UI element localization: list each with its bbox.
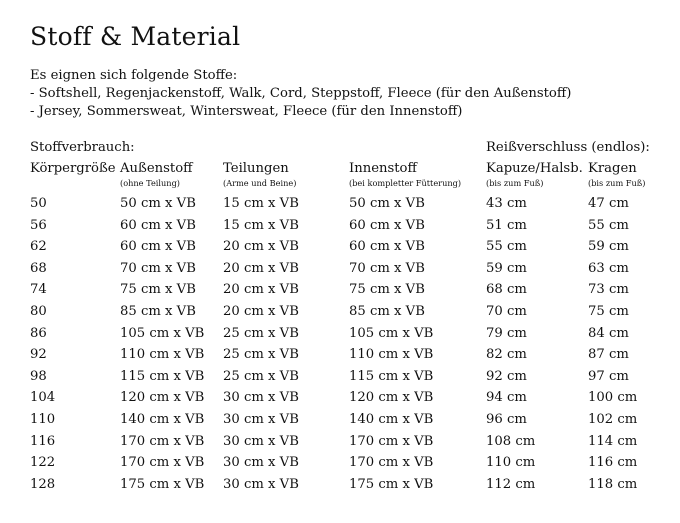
cell-collar-zipper: 87 cm <box>588 347 629 363</box>
intro-line: - Jersey, Sommersweat, Wintersweat, Fleece (für den Innenstoff) <box>30 104 463 119</box>
cell-hood-zipper: 59 cm <box>486 260 527 276</box>
table-body <box>0 193 680 495</box>
cell-inner-fabric: 60 cm x VB <box>349 239 425 255</box>
table-row <box>0 279 680 301</box>
cell-divisions: 30 cm x VB <box>223 476 299 492</box>
cell-outer-fabric: 170 cm x VB <box>120 455 205 471</box>
cell-collar-zipper: 116 cm <box>588 455 638 471</box>
column-subheader-inner-fabric: (bei kompletter Fütterung) <box>349 178 462 188</box>
column-header-outer-fabric: Außenstoff <box>120 161 193 176</box>
cell-size: 86 <box>30 325 47 341</box>
column-header-size: Körpergröße <box>30 161 116 176</box>
cell-size: 122 <box>30 455 56 471</box>
cell-size: 116 <box>30 433 56 449</box>
cell-divisions: 30 cm x VB <box>223 390 299 406</box>
cell-size: 80 <box>30 303 47 319</box>
cell-hood-zipper: 92 cm <box>486 368 527 384</box>
cell-inner-fabric: 50 cm x VB <box>349 196 425 211</box>
cell-divisions: 15 cm x VB <box>223 196 299 211</box>
cell-inner-fabric: 75 cm x VB <box>349 282 425 298</box>
cell-hood-zipper: 79 cm <box>486 325 527 341</box>
cell-outer-fabric: 170 cm x VB <box>120 433 205 449</box>
table-row <box>0 301 680 323</box>
cell-collar-zipper: 84 cm <box>588 325 629 341</box>
cell-divisions: 20 cm x VB <box>223 282 299 298</box>
cell-hood-zipper: 68 cm <box>486 282 527 298</box>
cell-hood-zipper: 96 cm <box>486 411 527 427</box>
cell-hood-zipper: 51 cm <box>486 217 527 233</box>
cell-inner-fabric: 115 cm x VB <box>349 368 434 384</box>
intro-text <box>30 67 571 121</box>
column-header-collar-zipper: Kragen <box>588 161 637 176</box>
cell-outer-fabric: 110 cm x VB <box>120 347 205 363</box>
table-row <box>0 344 680 366</box>
cell-collar-zipper: 100 cm <box>588 390 638 406</box>
cell-outer-fabric: 50 cm x VB <box>120 196 196 211</box>
column-subheader-hood-zipper: (bis zum Fuß) <box>486 178 544 188</box>
cell-outer-fabric: 175 cm x VB <box>120 476 205 492</box>
cell-divisions: 15 cm x VB <box>223 217 299 233</box>
table-row <box>0 236 680 258</box>
cell-hood-zipper: 94 cm <box>486 390 527 406</box>
cell-outer-fabric: 120 cm x VB <box>120 390 205 406</box>
column-header-divisions: Teilungen <box>223 161 289 176</box>
column-subheader-outer-fabric: (ohne Teilung) <box>120 178 181 188</box>
table-row <box>0 452 680 474</box>
cell-inner-fabric: 60 cm x VB <box>349 217 425 233</box>
cell-inner-fabric: 170 cm x VB <box>349 455 434 471</box>
cell-size: 128 <box>30 476 56 492</box>
cell-collar-zipper: 59 cm <box>588 239 629 255</box>
cell-collar-zipper: 118 cm <box>588 476 638 492</box>
cell-inner-fabric: 85 cm x VB <box>349 303 425 319</box>
table-row <box>0 193 680 215</box>
cell-outer-fabric: 75 cm x VB <box>120 282 196 298</box>
cell-size: 104 <box>30 390 56 406</box>
cell-outer-fabric: 60 cm x VB <box>120 217 196 233</box>
cell-hood-zipper: 108 cm <box>486 433 536 449</box>
cell-divisions: 30 cm x VB <box>223 411 299 427</box>
cell-collar-zipper: 47 cm <box>588 196 629 211</box>
table-row <box>0 474 680 496</box>
cell-divisions: 20 cm x VB <box>223 303 299 319</box>
cell-collar-zipper: 75 cm <box>588 303 629 319</box>
cell-size: 50 <box>30 196 47 211</box>
cell-size: 110 <box>30 411 56 427</box>
column-subheader-collar-zipper: (bis zum Fuß) <box>588 178 646 188</box>
column-header-inner-fabric: Innenstoff <box>349 161 417 176</box>
column-header-hood-zipper: Kapuze/Halsb. <box>486 161 583 176</box>
cell-size: 74 <box>30 282 47 298</box>
cell-collar-zipper: 73 cm <box>588 282 629 298</box>
table-row <box>0 215 680 237</box>
cell-outer-fabric: 115 cm x VB <box>120 368 205 384</box>
cell-size: 56 <box>30 217 47 233</box>
section-zipper-label: Reißverschluss (endlos): <box>486 140 650 155</box>
cell-outer-fabric: 60 cm x VB <box>120 239 196 255</box>
cell-hood-zipper: 43 cm <box>486 196 527 211</box>
intro-line: Es eignen sich folgende Stoffe: <box>30 68 238 83</box>
table-row <box>0 387 680 409</box>
cell-size: 98 <box>30 368 47 384</box>
cell-divisions: 30 cm x VB <box>223 455 299 471</box>
cell-hood-zipper: 82 cm <box>486 347 527 363</box>
cell-inner-fabric: 175 cm x VB <box>349 476 434 492</box>
cell-collar-zipper: 114 cm <box>588 433 638 449</box>
cell-hood-zipper: 70 cm <box>486 303 527 319</box>
cell-hood-zipper: 110 cm <box>486 455 536 471</box>
cell-inner-fabric: 105 cm x VB <box>349 325 434 341</box>
cell-inner-fabric: 170 cm x VB <box>349 433 434 449</box>
cell-divisions: 25 cm x VB <box>223 347 299 363</box>
cell-inner-fabric: 110 cm x VB <box>349 347 434 363</box>
cell-hood-zipper: 55 cm <box>486 239 527 255</box>
column-subheader-divisions: (Arme und Beine) <box>223 178 297 188</box>
cell-outer-fabric: 140 cm x VB <box>120 411 205 427</box>
cell-outer-fabric: 105 cm x VB <box>120 325 205 341</box>
cell-hood-zipper: 112 cm <box>486 476 536 492</box>
cell-outer-fabric: 70 cm x VB <box>120 260 196 276</box>
page-title: Stoff & Material <box>30 22 241 51</box>
cell-divisions: 20 cm x VB <box>223 260 299 276</box>
table-row <box>0 258 680 280</box>
cell-inner-fabric: 120 cm x VB <box>349 390 434 406</box>
table-row <box>0 323 680 345</box>
cell-divisions: 25 cm x VB <box>223 368 299 384</box>
cell-size: 92 <box>30 347 47 363</box>
cell-collar-zipper: 55 cm <box>588 217 629 233</box>
cell-collar-zipper: 102 cm <box>588 411 638 427</box>
cell-collar-zipper: 63 cm <box>588 260 629 276</box>
cell-size: 68 <box>30 260 47 276</box>
section-fabric-label: Stoffverbrauch: <box>30 140 135 155</box>
table-row <box>0 366 680 388</box>
table-row <box>0 409 680 431</box>
cell-divisions: 30 cm x VB <box>223 433 299 449</box>
intro-line: - Softshell, Regenjackenstoff, Walk, Cord, Steppstoff, Fleece (für den Außenstoff) <box>30 86 572 101</box>
cell-collar-zipper: 97 cm <box>588 368 629 384</box>
cell-size: 62 <box>30 239 47 255</box>
table-row <box>0 431 680 453</box>
cell-inner-fabric: 70 cm x VB <box>349 260 425 276</box>
cell-inner-fabric: 140 cm x VB <box>349 411 434 427</box>
cell-divisions: 20 cm x VB <box>223 239 299 255</box>
cell-outer-fabric: 85 cm x VB <box>120 303 196 319</box>
cell-divisions: 25 cm x VB <box>223 325 299 341</box>
